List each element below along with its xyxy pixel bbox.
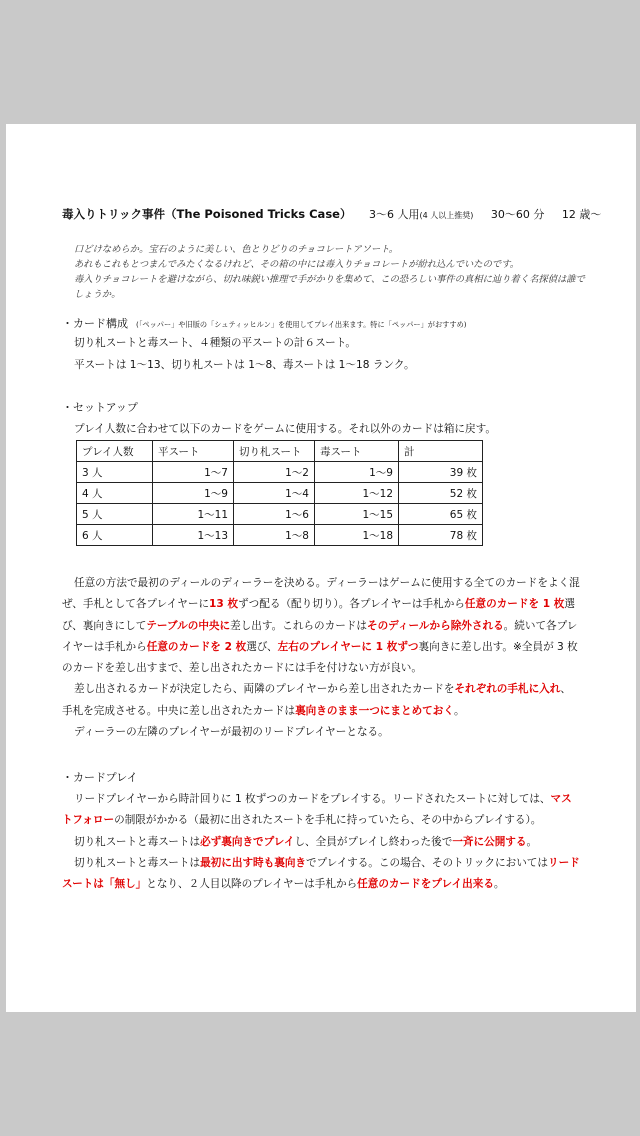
setup-heading: ・セットアップ bbox=[62, 401, 138, 414]
setup-line-1: プレイ人数に合わせて以下のカードをゲームに使用する。それ以外のカードは箱に戻す。 bbox=[74, 423, 496, 435]
cards-note: (「ペッパー」や旧版の「シュティッヒルン」を使用してプレイ出来ます。特に「ペッパー」がおすすめ) bbox=[136, 320, 467, 329]
play-time: 30～60 分 bbox=[490, 208, 545, 221]
table-cell: 39 枚 bbox=[399, 462, 483, 483]
table-cell: 3 人 bbox=[77, 462, 153, 483]
table-header-cell: プレイ人数 bbox=[77, 441, 153, 462]
table-cell: 4 人 bbox=[77, 483, 153, 504]
table-cell: 1～9 bbox=[153, 483, 234, 504]
table-cell: 1～8 bbox=[234, 525, 315, 546]
table-header-cell: 平スート bbox=[153, 441, 234, 462]
document-page bbox=[6, 124, 636, 1012]
table-header-cell: 計 bbox=[399, 441, 483, 462]
deal-paragraph-3: ディーラーの左隣のプレイヤーが最初のリードプレイヤーとなる。 bbox=[74, 726, 389, 739]
intro-line: 毒入りチョコレートを避けながら、切れ味鋭い推理で手がかりを集めて、この恐ろしい事件の真相に辿り着く名探偵は誰でしょうか。 bbox=[74, 274, 585, 300]
table-cell: 5 人 bbox=[77, 504, 153, 525]
table-cell: 1～18 bbox=[315, 525, 399, 546]
age-range: 12 歳～ bbox=[561, 208, 602, 221]
table-header-cell: 毒スート bbox=[315, 441, 399, 462]
play-section bbox=[62, 789, 580, 895]
table-header-row bbox=[77, 441, 483, 462]
intro-text bbox=[74, 242, 594, 302]
table-row bbox=[77, 462, 483, 483]
table-cell: 1～13 bbox=[153, 525, 234, 546]
table-cell: 1～7 bbox=[153, 462, 234, 483]
cards-line-1: 切り札スートと毒スート、４種類の平スートの計６スート。 bbox=[74, 337, 357, 349]
table-cell: 1～9 bbox=[315, 462, 399, 483]
table-cell: 6 人 bbox=[77, 525, 153, 546]
table-cell: 1～12 bbox=[315, 483, 399, 504]
intro-line: 口どけなめらか。宝石のように美しい、色とりどりのチョコレートアソート。 bbox=[74, 244, 398, 255]
table-row bbox=[77, 504, 483, 525]
table-header-cell: 切り札スート bbox=[234, 441, 315, 462]
title-row bbox=[62, 206, 622, 224]
table-row bbox=[77, 525, 483, 546]
setup-table bbox=[76, 440, 483, 546]
play-paragraph-3: 切り札スートと毒スートは最初に出す時も裏向きでプレイする。この場合、そのトリックにおいてはリードスートは「無し」となり、２人目以降のプレイヤーは手札から任意のカードをプレイ出来る。 bbox=[62, 856, 580, 891]
table-row bbox=[77, 483, 483, 504]
play-paragraph-1: リードプレイヤーから時計回りに 1 枚ずつのカードをプレイする。リードされたスートに対しては、マストフォローの制限がかかる（最初に出されたスートを手札に持っていたら、その中からプレイする）。 bbox=[62, 793, 572, 827]
table-cell: 1～4 bbox=[234, 483, 315, 504]
cards-heading: ・カード構成 (「ペッパー」や旧版の「シュティッヒルン」を使用してプレイ出来ます。特に「ペッパー」がおすすめ) bbox=[62, 317, 467, 330]
intro-line: あれもこれもとつまんでみたくなるけれど、その箱の中には毒入りチョコレートが紛れ込んでいたのです。 bbox=[74, 259, 520, 270]
page-title: 毒入りトリック事件（The Poisoned Tricks Case） bbox=[62, 207, 352, 221]
players-count: 3～6 人用(4 人以上推奨) bbox=[368, 208, 474, 221]
table-cell: 65 枚 bbox=[399, 504, 483, 525]
deal-paragraph-2: 差し出されるカードが決定したら、両隣のプレイヤーから差し出されたカードをそれぞれの手札に入れ、手札を完成させる。中央に差し出されたカードは裏向きのまま一つにまとめておく。 bbox=[62, 683, 571, 717]
table-cell: 1～6 bbox=[234, 504, 315, 525]
table-cell: 78 枚 bbox=[399, 525, 483, 546]
deal-paragraph-1: 任意の方法で最初のディールのディーラーを決める。ディーラーはゲームに使用する全てのカードをよく混ぜ、手札として各プレイヤーに13 枚ずつ配る（配り切り）。各プレイヤーは手札から任意のカードを 1 枚選び、裏向きにしてテーブルの中央に差し出す。これらのカードはそのディールから除外される。続いて各プレイヤーは手札から任意のカードを 2 枚選び、左右のプレイヤーに 1 枚ずつ裏向きに差し出す。※全員が 3 枚のカードを差し出すまで、差し出されたカードには手を付けない方が良い。 bbox=[62, 577, 580, 675]
table-cell: 1～11 bbox=[153, 504, 234, 525]
table-cell: 52 枚 bbox=[399, 483, 483, 504]
deal-section bbox=[62, 573, 580, 743]
table-cell: 1～15 bbox=[315, 504, 399, 525]
play-heading: ・カードプレイ bbox=[62, 771, 138, 784]
play-paragraph-2: 切り札スートと毒スートは必ず裏向きでプレイし、全員がプレイし終わった後で一斉に公開する。 bbox=[74, 835, 538, 848]
cards-line-2: 平スートは 1～13、切り札スートは 1～8、毒スートは 1～18 ランク。 bbox=[74, 359, 415, 371]
table-cell: 1～2 bbox=[234, 462, 315, 483]
